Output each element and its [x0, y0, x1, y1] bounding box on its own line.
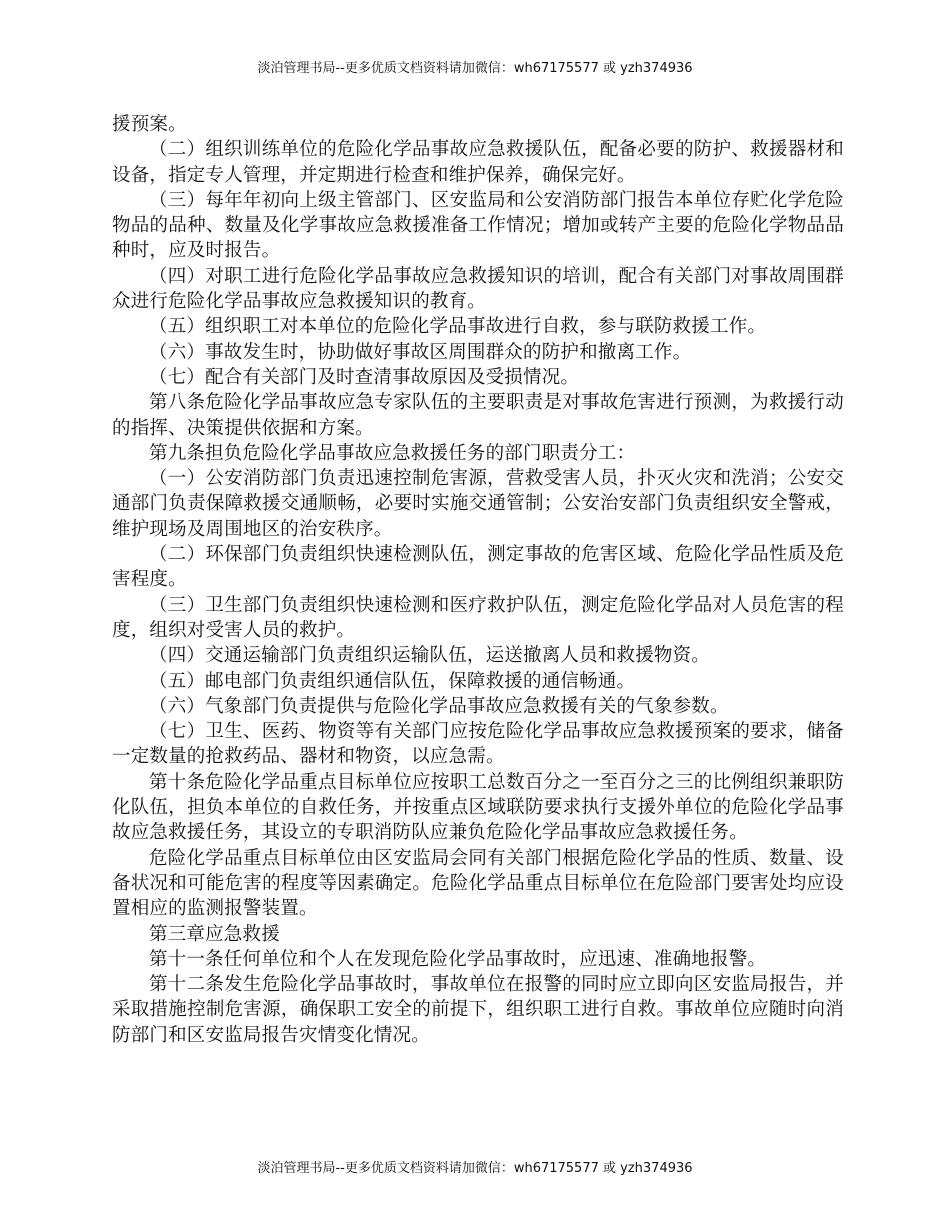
paragraph: （六）事故发生时，协助做好事故区周围群众的防护和撤离工作。: [149, 341, 692, 363]
paragraph: 第三章应急救援: [149, 923, 280, 945]
page-header: 淡泊管理书局--更多优质文档资料请加微信：wh67175577 或 yzh374936: [257, 61, 693, 76]
page-footer: 淡泊管理书局--更多优质文档资料请加微信：wh67175577 或 yzh374936: [257, 1161, 693, 1176]
paragraph: （二）组织训练单位的危险化学品事故应急救援队伍，配备必要的防护、救援器材和设备，指定专人管理，并定期进行检查和维护保养，确保完好。: [112, 139, 844, 186]
paragraph: （三）每年年初向上级主管部门、区安监局和公安消防部门报告本单位存贮化学危险物品的品种、数量及化学事故应急救援准备工作情况；增加或转产主要的危险化学物品品种时，应及时报告。: [112, 189, 844, 262]
paragraph: 第十条危险化学品重点目标单位应按职工总数百分之一至百分之三的比例组织兼职防化队伍，担负本单位的自救任务，并按重点区域联防要求执行支援外单位的危险化学品事故应急救援任务，其设立的专职消防队应兼负危险化学品事故应急救援任务。: [112, 771, 844, 844]
paragraph: （七）配合有关部门及时查清事故原因及受损情况。: [149, 366, 580, 388]
paragraph: （一）公安消防部门负责迅速控制危害源，营救受害人员，扑灭火灾和洗消；公安交通部门负责保障救援交通顺畅，必要时实施交通管制；公安治安部门负责组织安全警戒，维护现场及周围地区的治安秩序。: [112, 468, 844, 540]
paragraph: 危险化学品重点目标单位由区安监局会同有关部门根据危险化学品的性质、数量、设备状况和可能危害的程度等因素确定。危险化学品重点目标单位在危险部门要害处均应设置相应的监测报警装置。: [112, 847, 844, 920]
paragraph: 援预案。: [112, 114, 187, 135]
paragraph: 第九条担负危险化学品事故应急救援任务的部门职责分工：: [149, 442, 636, 464]
paragraph: 第十二条发生危险化学品事故时，事故单位在报警的同时应立即向区安监局报告，并采取措施控制危害源，确保职工安全的前提下，组织职工进行自救。事故单位应随时向消防部门和区安监局报告灾情变化情况。: [112, 974, 844, 1046]
paragraph: （三）卫生部门负责组织快速检测和医疗救护队伍，测定危险化学品对人员危害的程度，组织对受害人员的救护。: [112, 594, 844, 641]
paragraph: 第十一条任何单位和个人在发现危险化学品事故时，应迅速、准确地报警。: [149, 948, 767, 970]
paragraph: （五）组织职工对本单位的危险化学品事故进行自救，参与联防救援工作。: [149, 316, 767, 338]
paragraph: （四）对职工进行危险化学品事故应急救援知识的培训，配合有关部门对事故周围群众进行危险化学品事故应急救援知识的教育。: [112, 265, 844, 313]
paragraph: （四）交通运输部门负责组织运输队伍，运送撤离人员和救援物资。: [149, 645, 711, 667]
paragraph: （五）邮电部门负责组织通信队伍，保障救援的通信畅通。: [149, 670, 636, 692]
paragraph: （二）环保部门负责组织快速检测队伍，测定事故的危害区域、危险化学品性质及危害程度。: [112, 544, 844, 591]
paragraph: 第八条危险化学品事故应急专家队伍的主要职责是对事故危害进行预测，为救援行动的指挥、决策提供依据和方案。: [112, 392, 844, 439]
paragraph: （七）卫生、医药、物资等有关部门应按危险化学品事故应急救援预案的要求，储备一定数量的抢救药品、器材和物资，以应急需。: [112, 721, 844, 768]
document-body: [112, 112, 844, 1048]
paragraph: （六）气象部门负责提供与危险化学品事故应急救援有关的气象参数。: [149, 695, 729, 717]
